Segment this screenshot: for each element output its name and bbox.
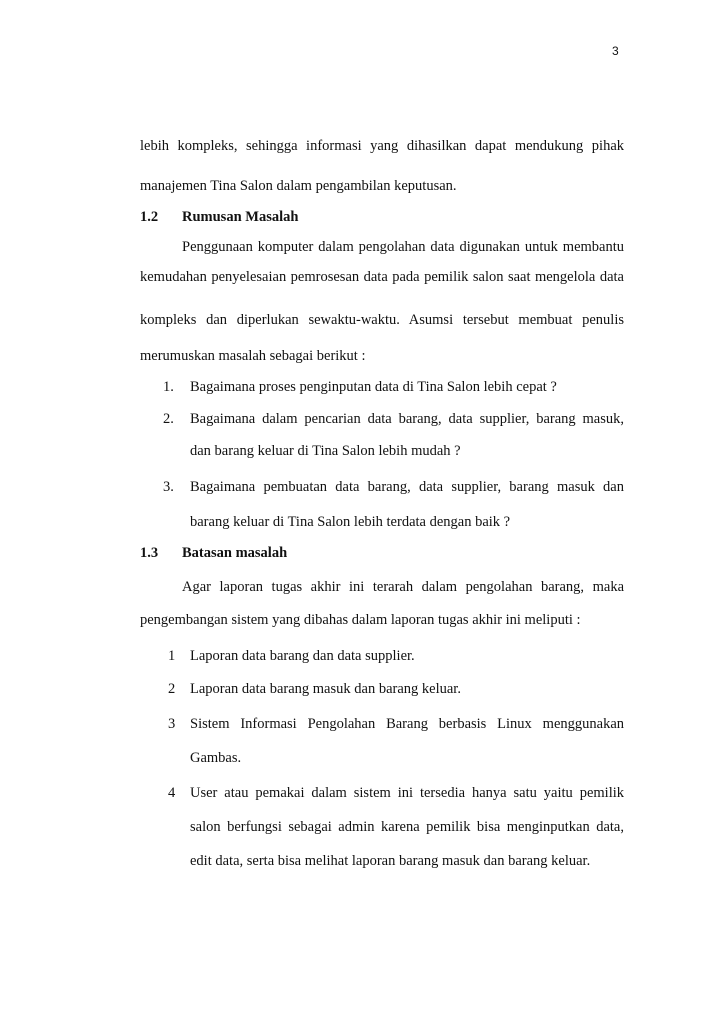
- list-text: dan barang keluar di Tina Salon lebih mudah ?: [190, 443, 461, 459]
- paragraph-line: pengembangan sistem yang dibahas dalam laporan tugas akhir ini meliputi :: [140, 612, 581, 628]
- paragraph-line: kompleks dan diperlukan sewaktu-waktu. Asumsi tersebut membuat penulis: [140, 312, 624, 328]
- list-text: Sistem Informasi Pengolahan Barang berbasis Linux menggunakan: [190, 716, 624, 732]
- paragraph-line: Agar laporan tugas akhir ini terarah dalam pengolahan barang, maka: [182, 579, 624, 595]
- list-text: User atau pemakai dalam sistem ini tersedia hanya satu yaitu pemilik: [190, 785, 624, 801]
- section-title: Rumusan Masalah: [182, 209, 299, 225]
- section-number: 1.3: [140, 545, 159, 561]
- list-number: 4: [168, 785, 176, 801]
- paragraph-line: Penggunaan komputer dalam pengolahan data digunakan untuk membantu: [182, 239, 624, 255]
- list-text: Gambas.: [190, 750, 242, 766]
- section-title: Batasan masalah: [182, 545, 288, 561]
- paragraph-line: merumuskan masalah sebagai berikut :: [140, 348, 366, 364]
- list-text: edit data, serta bisa melihat laporan barang masuk dan barang keluar.: [190, 853, 591, 869]
- page-number: 3: [612, 44, 619, 58]
- paragraph-line: manajemen Tina Salon dalam pengambilan keputusan.: [140, 178, 457, 194]
- list-number: 2: [168, 681, 176, 697]
- list-text: Bagaimana proses penginputan data di Tina Salon lebih cepat ?: [190, 379, 557, 395]
- paragraph-line: lebih kompleks, sehingga informasi yang dihasilkan dapat mendukung pihak: [140, 138, 624, 154]
- list-text: Laporan data barang dan data supplier.: [190, 648, 415, 664]
- list-number: 1: [168, 648, 176, 664]
- list-text: barang keluar di Tina Salon lebih terdata dengan baik ?: [190, 514, 511, 530]
- list-number: 1.: [163, 379, 174, 395]
- list-number: 3: [168, 716, 176, 732]
- list-text: salon berfungsi sebagai admin karena pemilik bisa menginputkan data,: [190, 819, 624, 835]
- list-number: 2.: [163, 411, 174, 427]
- list-text: Bagaimana dalam pencarian data barang, data supplier, barang masuk,: [190, 411, 624, 427]
- list-number: 3.: [163, 479, 174, 495]
- paragraph-line: kemudahan penyelesaian pemrosesan data pada pemilik salon saat mengelola data: [140, 269, 624, 285]
- list-text: Bagaimana pembuatan data barang, data supplier, barang masuk dan: [190, 479, 624, 495]
- section-number: 1.2: [140, 209, 159, 225]
- list-text: Laporan data barang masuk dan barang keluar.: [190, 681, 461, 697]
